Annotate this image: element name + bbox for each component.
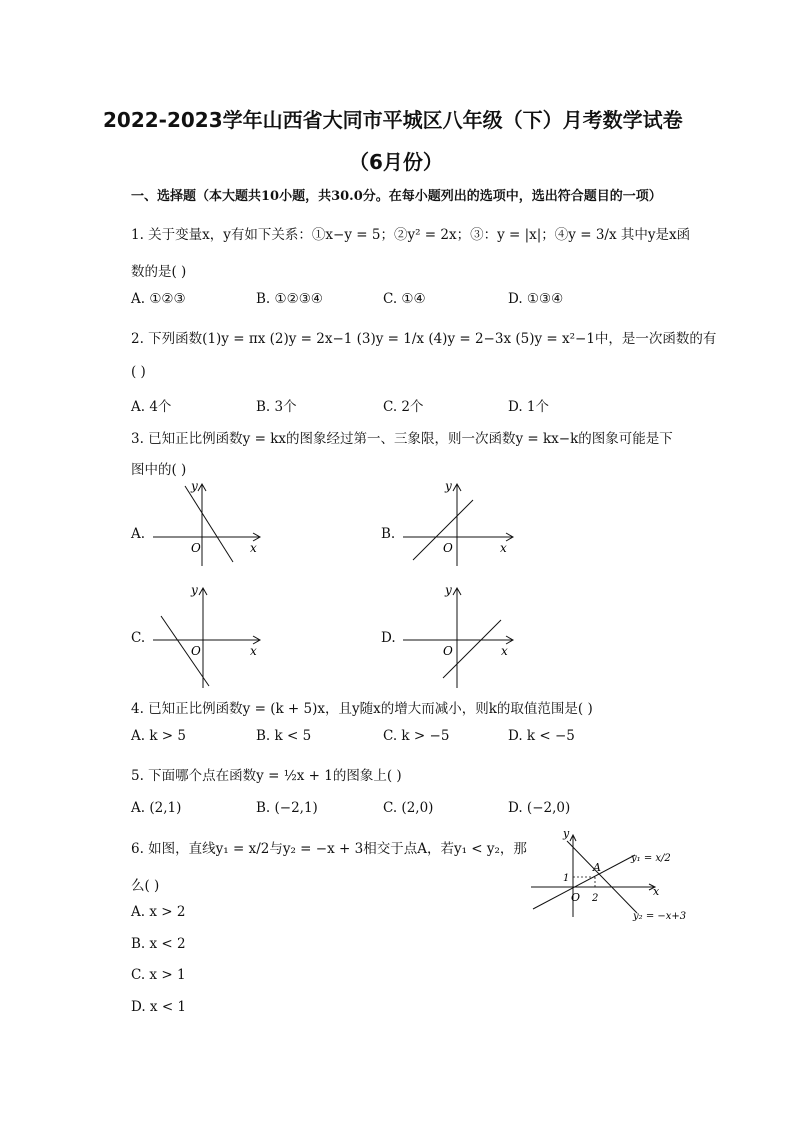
q3-option-c-label[interactable]: C. bbox=[131, 630, 146, 646]
q3d-x-label: x bbox=[501, 644, 508, 658]
q3b-x-label: x bbox=[500, 541, 507, 555]
question-5-line1: 5. 下面哪个点在函数y = ½x + 1的图象上( ) bbox=[131, 768, 402, 784]
exam-subtitle: （6月份） bbox=[349, 150, 443, 174]
q3a-origin-label: O bbox=[191, 541, 201, 555]
question-2-line1: 2. 下列函数(1)y = πx (2)y = 2x−1 (3)y = 1/x (4)y = 2−3x (5)y = x²−1中，是一次函数的有 bbox=[131, 331, 717, 347]
q1-option-c[interactable]: C. ①④ bbox=[383, 291, 426, 307]
q3a-y-label: y bbox=[191, 479, 198, 493]
q6-x-label: x bbox=[653, 885, 660, 898]
q6-origin-label: O bbox=[571, 891, 581, 904]
q1-option-b[interactable]: B. ①②③④ bbox=[256, 291, 323, 307]
q1-option-d[interactable]: D. ①③④ bbox=[508, 291, 564, 307]
question-6-line1: 6. 如图，直线y₁ = x/2与y₂ = −x + 3相交于点A，若y₁ < y₂，那 bbox=[131, 841, 527, 857]
q2-option-d[interactable]: D. 1个 bbox=[508, 399, 550, 415]
q6-line2-label: y₂ = −x+3 bbox=[633, 911, 687, 922]
q2-option-c[interactable]: C. 2个 bbox=[383, 399, 424, 415]
q6-line1-label: y₁ = x/2 bbox=[631, 853, 671, 864]
q4-option-c[interactable]: C. k > −5 bbox=[383, 728, 450, 744]
exam-title: 2022-2023学年山西省大同市平城区八年级（下）月考数学试卷 bbox=[103, 108, 683, 132]
q2-option-b[interactable]: B. 3个 bbox=[256, 399, 297, 415]
q3c-x-label: x bbox=[250, 644, 257, 658]
q6-option-a[interactable]: A. x > 2 bbox=[131, 904, 186, 920]
question-1-line2: 数的是( ) bbox=[131, 264, 187, 280]
question-3-line1: 3. 已知正比例函数y = kx的图象经过第一、三象限，则一次函数y = kx−k的图象可能是下 bbox=[131, 431, 673, 447]
q6-tick-2-label: 2 bbox=[592, 893, 599, 904]
q4-option-a[interactable]: A. k > 5 bbox=[131, 728, 186, 744]
question-3-line2: 图中的( ) bbox=[131, 462, 187, 478]
q3c-origin-label: O bbox=[191, 644, 201, 658]
q3-option-b-label[interactable]: B. bbox=[381, 526, 396, 542]
q4-option-b[interactable]: B. k < 5 bbox=[256, 728, 312, 744]
q3d-origin-label: O bbox=[443, 644, 453, 658]
q6-y-label: y bbox=[563, 827, 570, 840]
q6-option-c[interactable]: C. x > 1 bbox=[131, 967, 186, 983]
q1-option-a[interactable]: A. ①②③ bbox=[131, 291, 186, 307]
q3d-y-label: y bbox=[445, 583, 452, 597]
q6-figure bbox=[525, 825, 700, 925]
q3-option-a-label[interactable]: A. bbox=[131, 526, 146, 542]
q6-tick-1-label: 1 bbox=[563, 873, 570, 884]
q4-option-d[interactable]: D. k < −5 bbox=[508, 728, 575, 744]
question-2-line2: ( ) bbox=[131, 364, 146, 380]
question-4-line1: 4. 已知正比例函数y = (k + 5)x，且y随x的增大而减小，则k的取值范围是( ) bbox=[131, 701, 593, 717]
q3-option-d-label[interactable]: D. bbox=[381, 630, 396, 646]
q3-graph-a[interactable] bbox=[145, 478, 270, 568]
question-6-line2: 么( ) bbox=[131, 878, 160, 894]
q3b-origin-label: O bbox=[443, 541, 453, 555]
q3c-y-label: y bbox=[191, 583, 198, 597]
q2-option-a[interactable]: A. 4个 bbox=[131, 399, 172, 415]
q3a-x-label: x bbox=[250, 541, 257, 555]
q3b-y-label: y bbox=[445, 479, 452, 493]
q5-option-a[interactable]: A. (2,1) bbox=[131, 800, 182, 816]
q5-option-c[interactable]: C. (2,0) bbox=[383, 800, 434, 816]
q6-point-a-label: A bbox=[593, 861, 601, 874]
q3-graph-d[interactable] bbox=[395, 582, 520, 692]
section-header: 一、选择题（本大题共10小题，共30.0分。在每小题列出的选项中，选出符合题目的一项） bbox=[131, 189, 662, 204]
q6-option-d[interactable]: D. x < 1 bbox=[131, 999, 187, 1015]
q5-option-d[interactable]: D. (−2,0) bbox=[508, 800, 571, 816]
q3-graph-c[interactable] bbox=[145, 582, 270, 692]
q3-graph-b[interactable] bbox=[395, 478, 520, 568]
question-1-line1: 1. 关于变量x，y有如下关系：①x−y = 5；②y² = 2x；③：y = |x|；④y = 3/x 其中y是x函 bbox=[131, 227, 691, 243]
q6-option-b[interactable]: B. x < 2 bbox=[131, 936, 186, 952]
q5-option-b[interactable]: B. (−2,1) bbox=[256, 800, 318, 816]
